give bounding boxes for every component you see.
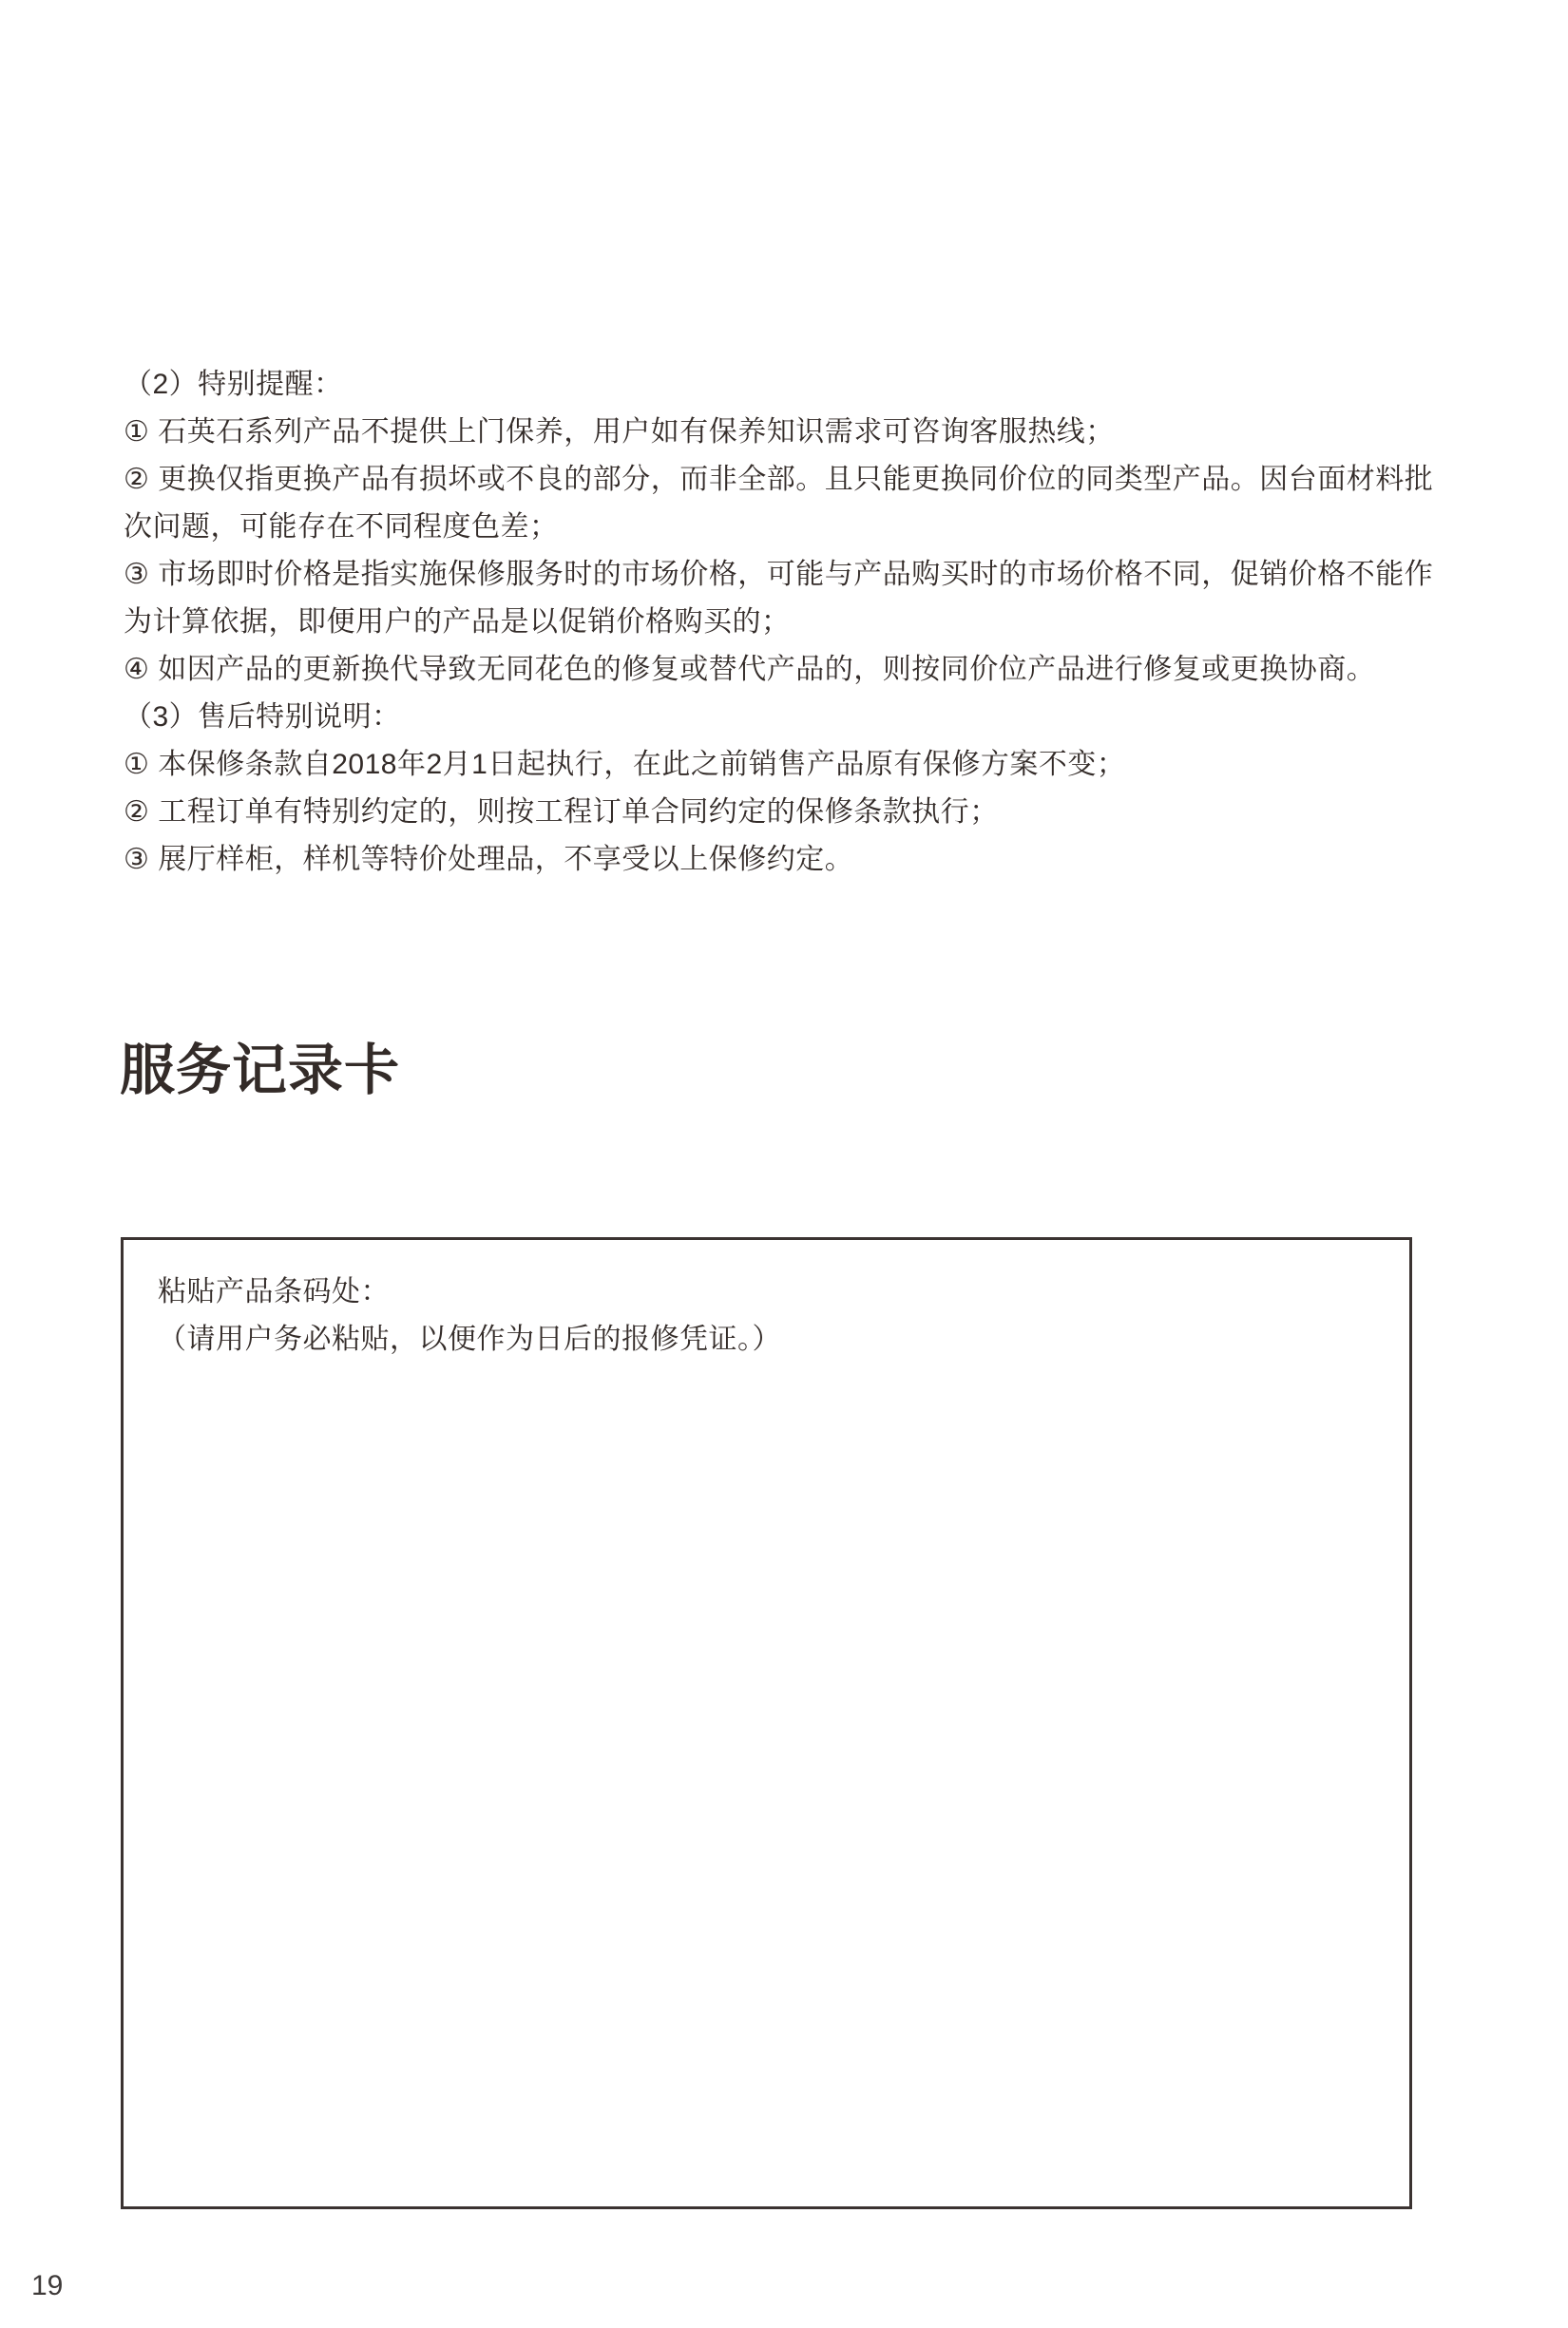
notice-line: ③ 展厅样柜，样机等特价处理品，不享受以上保修约定。 — [124, 844, 854, 875]
notice-line: 次问题，可能存在不同程度色差； — [124, 511, 559, 543]
notice-line: ③ 市场即时价格是指实施保修服务时的市场价格，可能与产品购买时的市场价格不同，促销价格不能作 — [124, 559, 1434, 590]
barcode-box-label: 粘贴产品条码处： — [158, 1276, 390, 1307]
notice-line: 为计算依据，即便用户的产品是以促销价格购买的； — [124, 606, 791, 638]
page-number: 19 — [31, 2270, 64, 2301]
notice-line: ① 本保修条款自2018年2月1日起执行，在此之前销售产品原有保修方案不变； — [124, 749, 1126, 780]
barcode-box-note: （请用户务必粘贴，以便作为日后的报修凭证。） — [158, 1324, 781, 1355]
barcode-paste-box — [121, 1237, 1412, 2209]
section-title: 服务记录卡 — [120, 1040, 401, 1101]
notice-line: ① 石英石系列产品不提供上门保养，用户如有保养知识需求可咨询客服热线； — [124, 416, 1115, 448]
notice-line: （2）特别提醒： — [124, 369, 343, 400]
notice-line: ④ 如因产品的更新换代导致无同花色的修复或替代产品的，则按同价位产品进行修复或更换协商。 — [124, 654, 1376, 685]
notice-line: ② 更换仅指更换产品有损坏或不良的部分，而非全部。且只能更换同价位的同类型产品。因台面材料批 — [124, 464, 1434, 495]
notice-line: ② 工程订单有特别约定的，则按工程订单合同约定的保修条款执行； — [124, 796, 999, 828]
warranty-notice-text — [124, 361, 1435, 884]
notice-line: （3）售后特别说明： — [124, 701, 401, 733]
